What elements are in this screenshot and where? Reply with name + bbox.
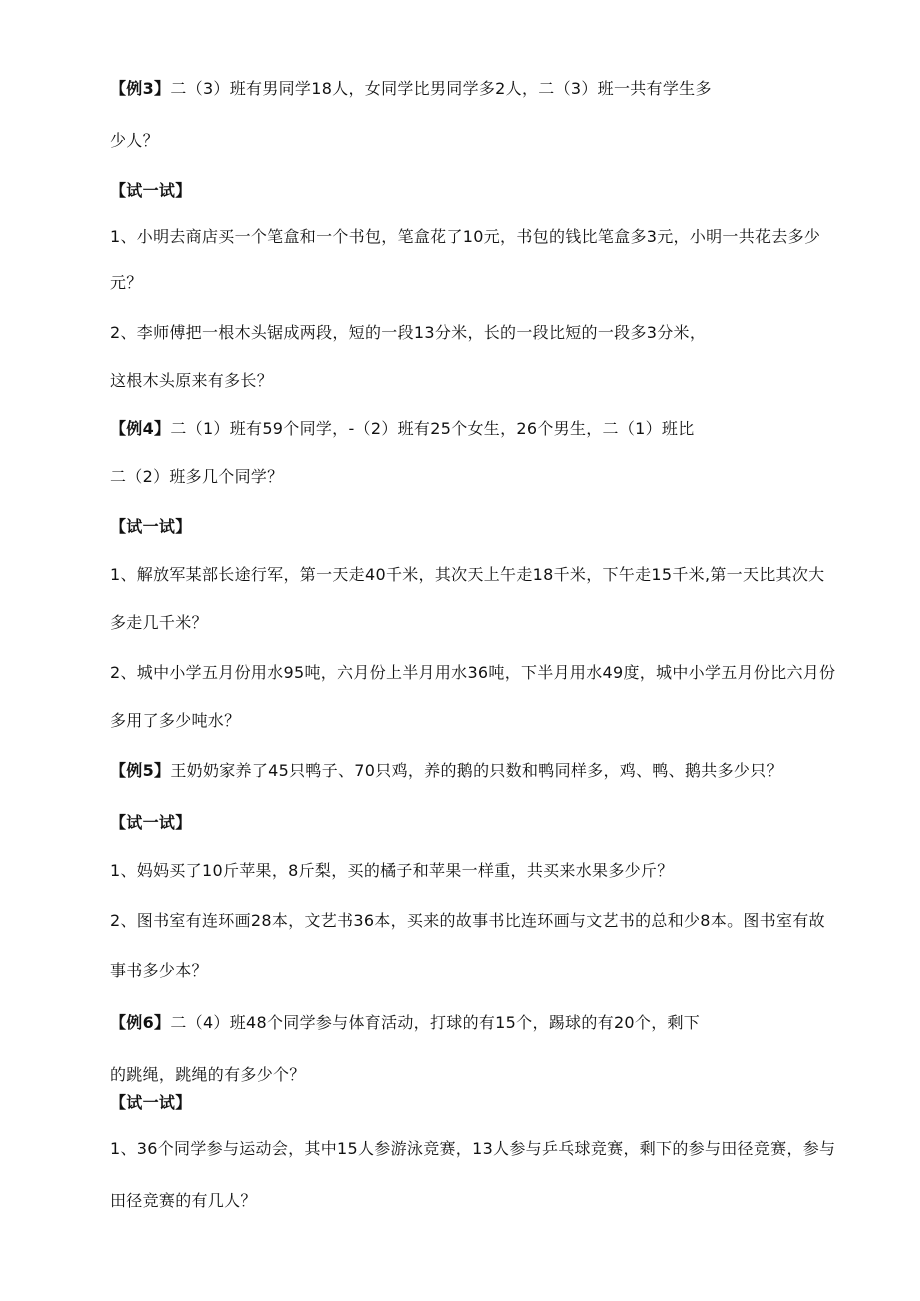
problem-text: 二（1）班有59个同学，-（2）班有25个女生，26个男生，二（1）班比 [170,419,695,438]
example-6-line-1 [110,1012,700,1034]
problem-text: 二（2）班多几个同学？ [110,467,284,486]
problem-text: 事书多少本？ [110,961,208,980]
problem-text: 多走几千米？ [110,613,208,632]
problem-text: 王奶奶家养了45只鸭子、70只鸡，养的鹅的只数和鸭同样多，鸡、鸭、鹅共多少只？ [170,761,783,780]
try-2-line-1 [110,910,825,932]
problem-text: 田径竞赛的有几人？ [110,1191,257,1210]
problem-text: 1、小明去商店买一个笔盒和一个书包，笔盒花了10元，书包的钱比笔盒多3元，小明一共花去多少 [110,227,821,246]
try-it-heading: 【试一试】 [110,1093,192,1112]
example-6-line-2 [110,1064,306,1086]
try-1-line-2 [110,272,143,294]
try-1-line-1 [110,1138,835,1160]
try-2-line-1 [110,322,706,344]
try-it-heading: 【试一试】 [110,813,192,832]
try-2-line-1 [110,662,835,684]
example-4-line-2 [110,466,283,488]
try-it-heading: 【试一试】 [110,181,192,200]
try-2-line-2 [110,710,240,732]
problem-text: 二（4）班48个同学参与体育活动，打球的有15个，踢球的有20个，剩下 [170,1013,701,1032]
example-3-line-2 [110,130,159,152]
problem-text: 1、36个同学参与运动会，其中15人参游泳竞赛，13人参与乒乓球竞赛，剩下的参与田径竞赛，参与 [110,1139,836,1158]
try-1-line-1 [110,860,674,882]
try-1-line-1 [110,564,824,586]
try-it-heading: 【试一试】 [110,517,192,536]
try-1-line-2 [110,612,208,634]
problem-text: 这根木头原来有多长？ [110,371,274,390]
problem-text: 多用了多少吨水？ [110,711,241,730]
example-5-line-1 [110,760,783,782]
try-1-line-1 [110,226,820,248]
example-label: 【例5】 [110,761,171,780]
try-1-line-2 [110,1190,257,1212]
try-2-line-2 [110,960,208,982]
problem-text: 1、解放军某部长途行军，第一天走40千米，其次天上午走18千米，下午走15千米,第一天比其次大 [110,565,825,584]
problem-text: 少人？ [110,131,159,150]
example-4-line-1 [110,418,695,440]
example-label: 【例4】 [110,419,171,438]
problem-text: 2、城中小学五月份用水95吨，六月份上半月用水36吨，下半月用水49度，城中小学五月份比六月份 [110,663,836,682]
problem-text: 元？ [110,273,143,292]
example-label: 【例3】 [110,79,171,98]
problem-text: 2、李师傅把一根木头锯成两段，短的一段13分米，长的一段比短的一段多3分米， [110,323,707,342]
example-label: 【例6】 [110,1013,171,1032]
example-3-line-1 [110,78,712,100]
problem-text: 2、图书室有连环画28本，文艺书36本，买来的故事书比连环画与文艺书的总和少8本。图书室有故 [110,911,825,930]
problem-text: 的跳绳，跳绳的有多少个？ [110,1065,306,1084]
problem-text: 1、妈妈买了10斤苹果，8斤梨，买的橘子和苹果一样重，共买来水果多少斤？ [110,861,674,880]
problem-text: 二（3）班有男同学18人，女同学比男同学多2人，二（3）班一共有学生多 [170,79,712,98]
try-2-line-2 [110,370,273,392]
